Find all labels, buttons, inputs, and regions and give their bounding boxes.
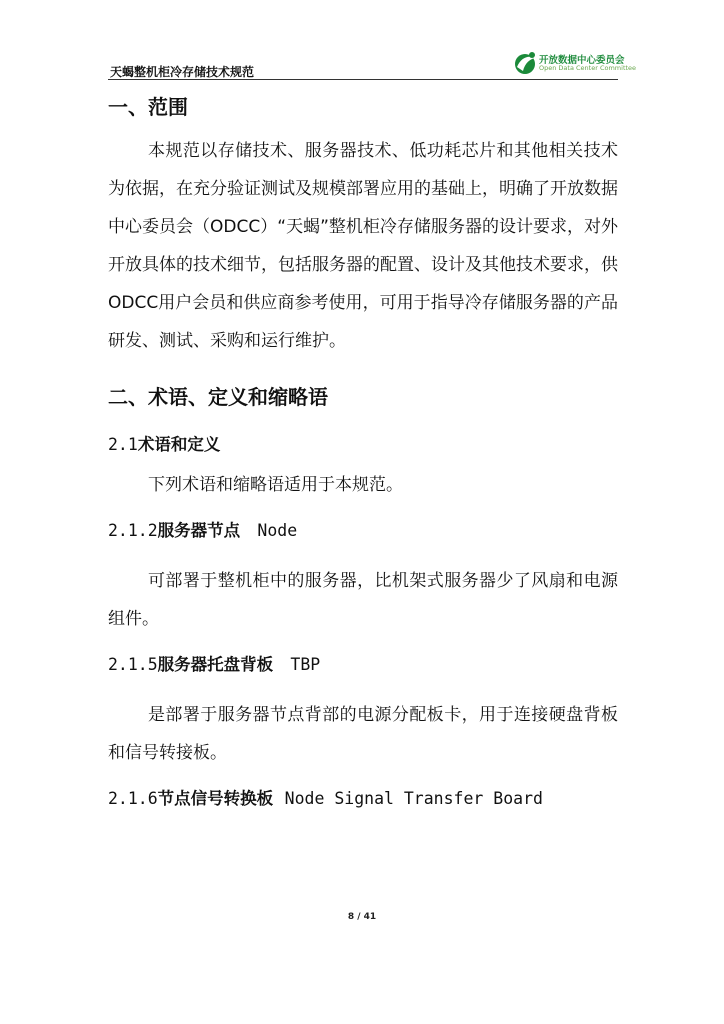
odcc-logo-icon: [513, 49, 539, 77]
terms-intro-paragraph: 下列术语和缩略语适用于本规范。: [148, 475, 403, 495]
term-english: TBP: [290, 655, 321, 674]
page-header: [108, 44, 637, 80]
term-definition-tbp: 是部署于服务器节点背部的电源分配板卡，用于连接硬盘背板和信号转接板。: [108, 705, 618, 763]
subsection-heading-2-1: [108, 432, 618, 458]
page-content: [108, 92, 618, 812]
term-title: 节点信号转换板: [157, 789, 274, 808]
logo-text-en: Open Data Center Committee: [539, 64, 637, 72]
header-divider: [108, 79, 618, 80]
subsection-title: 术语和定义: [137, 435, 221, 454]
subsection-number: 2.1: [108, 435, 138, 454]
logo-text-cn: 开放数据中心委员会: [539, 55, 625, 66]
term-heading-nstb: [108, 786, 618, 812]
term-english: Node: [257, 521, 298, 540]
term-number: 2.1.2: [108, 521, 158, 540]
odcc-logo: [513, 49, 637, 77]
term-number: 2.1.5: [108, 655, 158, 674]
section-heading-scope: 一、范围: [108, 95, 188, 119]
term-english: Node Signal Transfer Board: [284, 789, 543, 808]
term-heading-node: [108, 518, 618, 544]
page-number: 8 / 41: [347, 912, 377, 922]
document-title: 天蝎整机柜冷存储技术规范: [110, 65, 255, 79]
term-title: 服务器托盘背板: [157, 655, 274, 674]
section-heading-terms: 二、术语、定义和缩略语: [108, 385, 328, 409]
term-heading-tbp: [108, 652, 618, 678]
term-title: 服务器节点: [157, 521, 241, 540]
term-number: 2.1.6: [108, 789, 158, 808]
term-definition-node: 可部署于整机柜中的服务器，比机架式服务器少了风扇和电源组件。: [108, 571, 618, 629]
scope-paragraph: 本规范以存储技术、服务器技术、低功耗芯片和其他相关技术为依据，在充分验证测试及规模部署应用的基础上，明确了开放数据中心委员会（ODCC）“天蝎”整机柜冷存储服务器的设计要求，对外开放具体的技术细节，包括服务器的配置、设计及其他技术要求，供ODCC用户会员和供应商参考使用，可用于指导冷存储服务器的产品研发、测试、采购和运行维护。: [108, 141, 618, 351]
